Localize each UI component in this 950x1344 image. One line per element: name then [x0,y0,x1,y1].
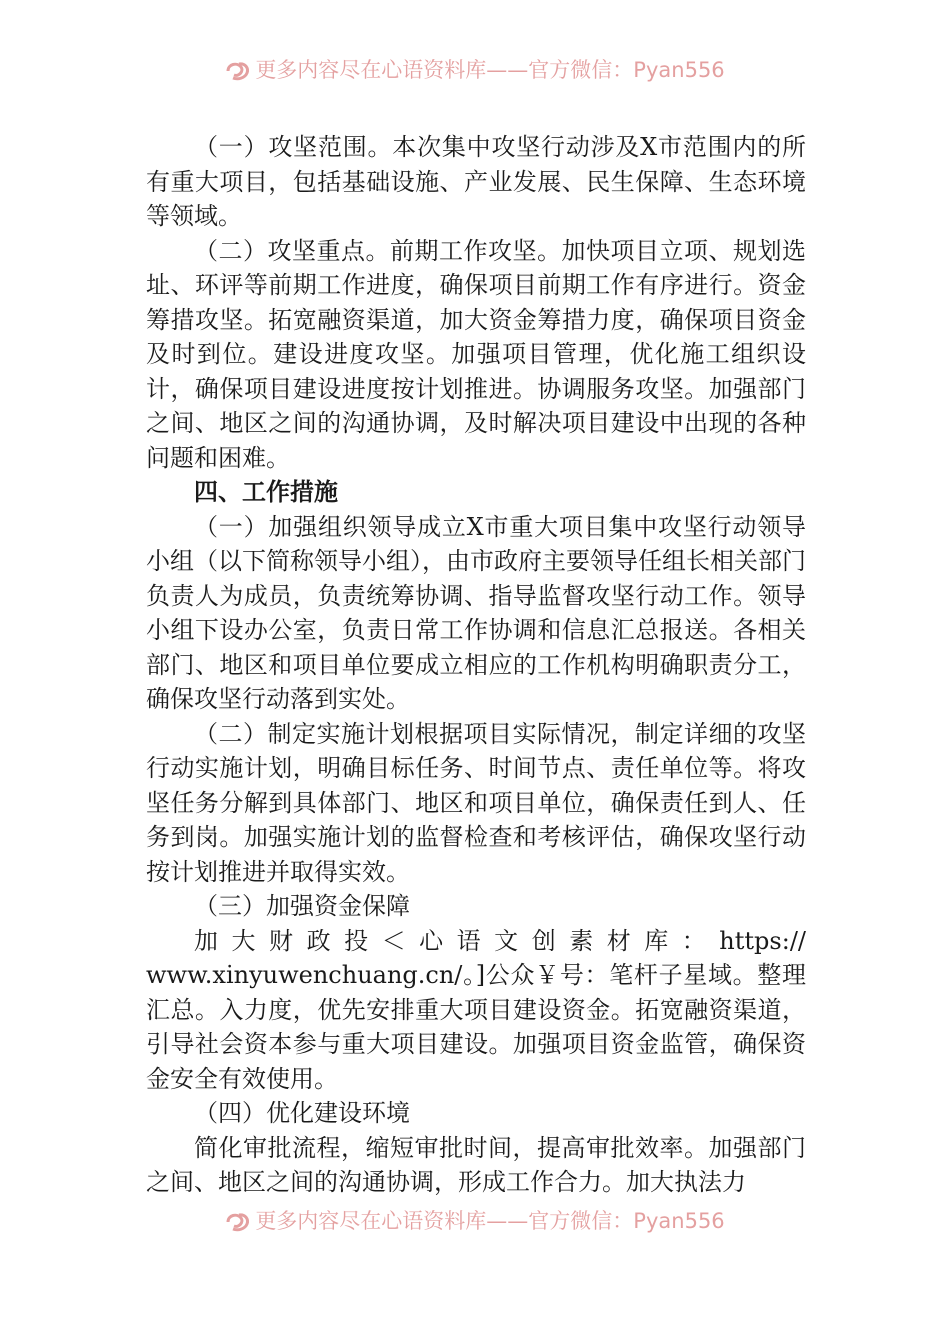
watermark-text: 更多内容尽在心语资料库——官方微信：Pyan556 [255,58,725,82]
paragraph-scope: （一）攻坚范围。本次集中攻坚行动涉及X市范围内的所有重大项目，包括基础设施、产业发展、民生保障、生态环境等领域。 [146,133,806,230]
paragraph-plan: （二）制定实施计划根据项目实际情况，制定详细的攻坚行动实施计划，明确目标任务、时间节点、责任单位等。将攻坚任务分解到具体部门、地区和项目单位，确保责任到人、任务到岗。加强实施计划的监督检查和考核评估，确保攻坚行动按计划推进并取得实效。 [146,719,806,886]
brand-logo-icon [225,1211,251,1233]
watermark-text: 更多内容尽在心语资料库——官方微信：Pyan556 [255,1209,725,1233]
paragraph-environment-body: 简化审批流程，缩短审批时间，提高审批效率。加强部门之间、地区之间的沟通协调，形成工作合力。加大执法力 [146,1133,806,1196]
brand-logo-icon [225,60,251,82]
section-heading-measures: 四、工作措施 [194,478,338,506]
paragraph-focus: （二）攻坚重点。前期工作攻坚。加快项目立项、规划选址、环评等前期工作进度，确保项目前期工作有序进行。资金筹措攻坚。拓宽融资渠道，加大资金筹措力度，确保项目资金及时到位。建设进度攻坚。加强项目管理，优化施工组织设计，确保项目建设进度按计划推进。协调服务攻坚。加强部门之间、地区之间的沟通协调，及时解决项目建设中出现的各种问题和困难。 [146,236,806,472]
document-body [146,130,806,1200]
paragraph-environment-title: （四）优化建设环境 [194,1099,410,1127]
watermark-header [0,55,950,85]
paragraph-funding-line1: 加大财政投＜心语文创素材库：https:// [194,926,806,955]
paragraph-funding-body: www.xinyuwenchuang.cn/。]公众￥号：笔杆子星域。整理汇总。入力度，优先安排重大项目建设资金。拓宽融资渠道，引导社会资本参与重大项目建设。加强项目资金监管，确保资金安全有效使用。 [146,961,806,1093]
paragraph-leadership: （一）加强组织领导成立X市重大项目集中攻坚行动领导小组（以下简称领导小组），由市政府主要领导任组长相关部门负责人为成员，负责统筹协调、指导监督攻坚行动工作。领导小组下设办公室，负责日常工作协调和信息汇总报送。各相关部门、地区和项目单位要成立相应的工作机构明确职责分工，确保攻坚行动落到实处。 [146,512,806,713]
watermark-footer [0,1206,950,1236]
paragraph-funding-title: （三）加强资金保障 [194,892,410,920]
